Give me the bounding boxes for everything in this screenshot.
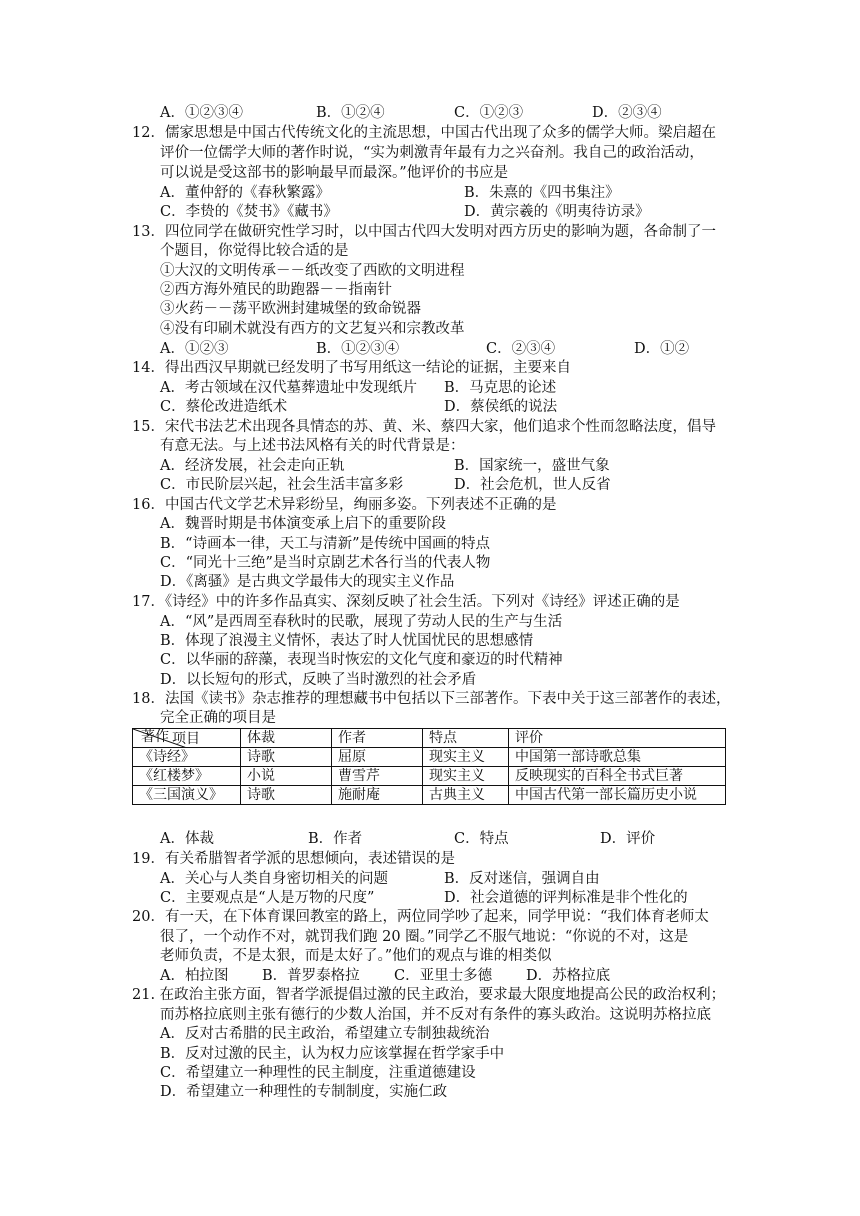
q11-option-d: D．②③④ bbox=[592, 105, 662, 121]
q20-stem-line: 老师负责，不是太狠，而是太好了。”他们的观点与谁的相类似 bbox=[160, 948, 552, 964]
q21-option-a: A．反对古希腊的民主政治，希望建立专制独裁统治 bbox=[160, 1026, 490, 1042]
table-row bbox=[133, 767, 726, 786]
table-corner-cell bbox=[133, 729, 241, 748]
table-cell: 诗歌 bbox=[241, 748, 332, 767]
q13-option-a: A．①②③ bbox=[160, 341, 229, 357]
table-row bbox=[133, 786, 726, 805]
q19-option-b: B．反对迷信，强调自由 bbox=[444, 871, 600, 887]
q14-option-d: D．蔡侯纸的说法 bbox=[444, 399, 558, 415]
q18-stem-line: 完全正确的项目是 bbox=[160, 710, 276, 726]
table-header-cell: 评价 bbox=[509, 729, 726, 748]
q13-item-3: ③火药－－荡平欧洲封建城堡的致命锐器 bbox=[160, 301, 421, 317]
q21-option-c: C．希望建立一种理性的民主制度，注重道德建设 bbox=[160, 1065, 476, 1081]
q14-option-b: B．马克思的论述 bbox=[444, 380, 557, 396]
q18-option-d: D．评价 bbox=[600, 831, 656, 847]
q18-option-a: A．体裁 bbox=[160, 831, 214, 847]
q13-item-1: ①大汉的文明传承－－纸改变了西欧的文明进程 bbox=[160, 263, 465, 279]
q20-option-d: D．苏格拉底 bbox=[526, 968, 611, 984]
q15-option-a: A．经济发展，社会走向正轨 bbox=[160, 458, 345, 474]
q12-stem-line: 评价一位儒学大师的著作时说，“实为刺激青年最有力之兴奋剂。我自己的政治活动， bbox=[160, 145, 704, 161]
table-cell: 诗歌 bbox=[241, 786, 332, 805]
q19-option-a: A．关心与人类自身密切相关的问题 bbox=[160, 871, 388, 887]
q16-option-a: A．魏晋时期是书体演变承上启下的重要阶段 bbox=[160, 516, 446, 532]
q13-option-d: D．①② bbox=[634, 341, 690, 357]
table-cell: 《诗经》 bbox=[133, 748, 241, 767]
table-cell: 现实主义 bbox=[423, 748, 509, 767]
table-row bbox=[133, 748, 726, 767]
q16-option-d: D．《离骚》是古典文学最伟大的现实主义作品 bbox=[160, 574, 455, 590]
q14-option-c: C．蔡伦改进造纸术 bbox=[160, 399, 288, 415]
q20-option-a: A．柏拉图 bbox=[160, 968, 229, 984]
q12-stem-line: 12．儒家思想是中国古代传统文化的主流思想，中国古代出现了众多的儒学大师。梁启超在 bbox=[132, 125, 716, 141]
q18-option-b: B．作者 bbox=[308, 831, 363, 847]
q20-option-b: B．普罗泰格拉 bbox=[262, 968, 360, 984]
q14-option-a: A．考古领域在汉代墓葬遗址中发现纸片 bbox=[160, 380, 417, 396]
table-header-cell: 作者 bbox=[332, 729, 423, 748]
q16-stem-line: 16．中国古代文学艺术异彩纷呈，绚丽多姿。下列表述不正确的是 bbox=[132, 497, 557, 513]
q21-option-d: D．希望建立一种理性的专制制度，实施仁政 bbox=[160, 1084, 448, 1100]
q11-option-b: B．①②④ bbox=[316, 105, 385, 121]
table-cell: 中国第一部诗歌总集 bbox=[509, 748, 726, 767]
table-cell: 现实主义 bbox=[423, 767, 509, 786]
q15-option-b: B．国家统一，盛世气象 bbox=[454, 458, 610, 474]
table-header-cell: 特点 bbox=[423, 729, 509, 748]
table-cell: 古典主义 bbox=[423, 786, 509, 805]
table-cell: 曹雪芹 bbox=[332, 767, 423, 786]
q12-stem-line: 可以说是受这部书的影响最早而最深。”他评价的书应是 bbox=[160, 165, 509, 181]
q15-option-c: C．市民阶层兴起，社会生活丰富多彩 bbox=[160, 477, 404, 493]
q13-option-b: B．①②③④ bbox=[316, 341, 400, 357]
corner-label-bottom: 著作 bbox=[141, 729, 169, 745]
table-header-row bbox=[133, 729, 726, 748]
table-cell: 屈原 bbox=[332, 748, 423, 767]
q16-option-c: C．“同光十三绝”是当时京剧艺术各行当的代表人物 bbox=[160, 555, 491, 571]
q14-stem-line: 14．得出西汉早期就已经发明了书写用纸这一结论的证据，主要来自 bbox=[132, 360, 571, 376]
q13-item-4: ④没有印刷术就没有西方的文艺复兴和宗教改革 bbox=[160, 321, 465, 337]
q15-option-d: D．社会危机，世人反省 bbox=[454, 477, 611, 493]
q13-option-c: C．②③④ bbox=[486, 341, 556, 357]
q18-table bbox=[132, 728, 726, 805]
q11-option-a: A．①②③④ bbox=[160, 105, 243, 121]
q21-option-b: B．反对过激的民主，认为权力应该掌握在哲学家手中 bbox=[160, 1046, 505, 1062]
q17-option-b: B．体现了浪漫主义情怀，表达了时人忧国忧民的思想感情 bbox=[160, 633, 534, 649]
table-cell: 小说 bbox=[241, 767, 332, 786]
corner-label-top: 项目 bbox=[172, 731, 200, 747]
table-cell: 反映现实的百科全书式巨著 bbox=[509, 767, 726, 786]
q16-option-b: B．“诗画本一律，天工与清新”是传统中国画的特点 bbox=[160, 536, 490, 552]
q20-stem-line: 很了，一个动作不对，就罚我们跑 20 圈。”同学乙不服气地说：“你说的不对，这是 bbox=[160, 929, 689, 945]
q18-stem-line: 18．法国《读书》杂志推荐的理想藏书中包括以下三部著作。下表中关于这三部著作的表述， bbox=[132, 691, 731, 707]
q13-stem-line: 个题目，你觉得比较合适的是 bbox=[160, 243, 349, 259]
q11-option-c: C．①②③ bbox=[454, 105, 524, 121]
q12-option-d: D．黄宗羲的《明夷待访录》 bbox=[464, 204, 650, 220]
q13-stem-line: 13．四位同学在做研究性学习时，以中国古代四大发明对西方历史的影响为题，各命制了一 bbox=[132, 224, 716, 240]
q18-option-c: C．特点 bbox=[454, 831, 509, 847]
table-cell: 施耐庵 bbox=[332, 786, 423, 805]
q13-item-2: ②西方海外殖民的助跑器－－指南针 bbox=[160, 282, 392, 298]
q17-option-d: D．以长短句的形式，反映了当时激烈的社会矛盾 bbox=[160, 672, 477, 688]
q21-stem-line: 而苏格拉底则主张有德行的少数人治国，并不反对有条件的寡头政治。这说明苏格拉底 bbox=[160, 1007, 711, 1023]
q19-option-c: C．主要观点是“人是万物的尺度” bbox=[160, 890, 375, 906]
table-header-cell: 体裁 bbox=[241, 729, 332, 748]
q19-option-d: D．社会道德的评判标准是非个性化的 bbox=[444, 890, 688, 906]
q15-stem-line: 有意无法。与上述书法风格有关的时代背景是： bbox=[160, 438, 465, 454]
q17-option-a: A．“风”是西周至春秋时的民歌，展现了劳动人民的生产与生活 bbox=[160, 614, 563, 630]
q20-stem-line: 20．有一天，在下体育课回教室的路上，两位同学吵了起来，同学甲说：“我们体育老师太 bbox=[132, 909, 709, 925]
q12-option-b: B．朱熹的《四书集注》 bbox=[464, 185, 620, 201]
q17-stem-line: 17．《诗经》中的许多作品真实、深刻反映了社会生活。下列对《诗经》评述正确的是 bbox=[132, 594, 680, 610]
q12-option-c: C．李贽的《焚书》《藏书》 bbox=[160, 204, 338, 220]
q20-option-c: C．亚里士多德 bbox=[394, 968, 493, 984]
q19-stem-line: 19．有关希腊智者学派的思想倾向，表述错误的是 bbox=[132, 851, 455, 867]
q17-option-c: C．以华丽的辞藻，表现当时恢宏的文化气度和豪迈的时代精神 bbox=[160, 652, 563, 668]
q12-option-a: A．董仲舒的《春秋繁露》 bbox=[160, 185, 330, 201]
q21-stem-line: 21. 在政治主张方面，智者学派提倡过激的民主政治，要求最大限度地提高公民的政治权利； bbox=[132, 987, 726, 1003]
table-cell: 《三国演义》 bbox=[133, 786, 241, 805]
q15-stem-line: 15．宋代书法艺术出现各具情态的苏、黄、米、蔡四大家，他们追求个性而忽略法度，倡导 bbox=[132, 419, 716, 435]
table-cell: 中国古代第一部长篇历史小说 bbox=[509, 786, 726, 805]
table-cell: 《红楼梦》 bbox=[133, 767, 241, 786]
